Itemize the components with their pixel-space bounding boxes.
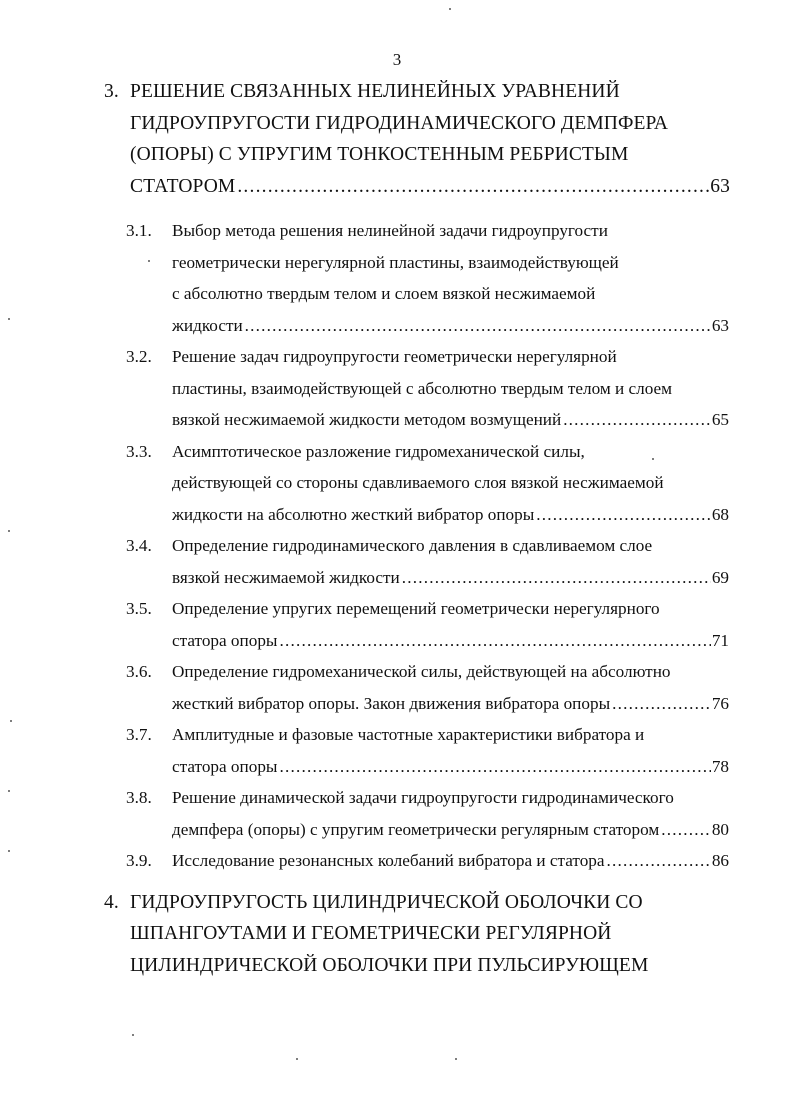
section-title-line: Исследование резонансных колебаний вибратора и статора: [172, 851, 605, 870]
section-title-line: жидкости: [172, 315, 243, 335]
page-number: 3: [392, 50, 402, 69]
toc-section-3-6: [0, 656, 729, 719]
section-title-line: Асимптотическое разложение гидромеханической силы,: [172, 441, 585, 461]
chapter-title-line: (ОПОРЫ) С УПРУГИМ ТОНКОСТЕННЫМ РЕБРИСТЫМ: [130, 144, 629, 165]
page-ref: 68: [711, 504, 729, 524]
section-number: 3.4.: [126, 536, 152, 555]
section-title-line: статора опоры: [172, 630, 278, 650]
section-title-line: жидкости на абсолютно жесткий вибратор опоры: [172, 504, 535, 524]
scan-speck: [455, 1058, 457, 1060]
toc-section-3-7: [0, 719, 729, 782]
toc-section-3-5: [0, 593, 729, 656]
chapter-title-line: РЕШЕНИЕ СВЯЗАННЫХ НЕЛИНЕЙНЫХ УРАВНЕНИЙ: [130, 81, 620, 102]
dot-leader: [279, 625, 710, 657]
dot-leader: [402, 562, 711, 594]
toc-chapter-4: [0, 887, 730, 982]
page-ref: 69: [711, 567, 729, 587]
section-title-last-line: [172, 499, 729, 531]
section-title-last-line: [172, 404, 729, 436]
section-number: 3.9.: [126, 851, 152, 870]
dot-leader: [245, 310, 711, 342]
section-number: 3.1.: [126, 221, 152, 240]
scan-speck: [8, 318, 10, 320]
toc-section-3-8: [0, 782, 729, 845]
section-title-line: геометрически нерегулярной пластины, взаимодействующей: [172, 252, 619, 272]
dot-leader: [607, 845, 711, 877]
section-title-line: статора опоры: [172, 756, 278, 776]
toc-chapter-3: [0, 76, 730, 202]
section-title-line: действующей со стороны сдавливаемого слоя вязкой несжимаемой: [172, 473, 664, 492]
section-title-line: Амплитудные и фазовые частотные характеристики вибратора и: [172, 725, 645, 744]
dot-leader: [612, 688, 711, 720]
toc-section-3-2: [0, 341, 729, 436]
section-number: 3.7.: [126, 725, 152, 744]
toc-section-3-1: [0, 215, 729, 341]
page-ref: 78: [711, 756, 729, 776]
chapter-number: 3.: [104, 81, 119, 102]
dot-leader: [536, 499, 711, 531]
page-ref: 63: [711, 315, 729, 335]
section-title-line: с абсолютно твердым телом и слоем вязкой несжимаемой: [172, 284, 596, 303]
section-title-last-line: [172, 625, 729, 657]
chapter-title-line: ГИДРОУПРУГОСТЬ ЦИЛИНДРИЧЕСКОЙ ОБОЛОЧКИ СО: [130, 891, 643, 913]
scan-speck: [132, 1034, 134, 1036]
section-title-line: Определение гидродинамического давления в сдавливаемом слое: [172, 536, 653, 555]
section-number: 3.3.: [126, 441, 152, 461]
section-title-line: Определение упругих перемещений геометрически нерегулярного: [172, 599, 660, 618]
section-title-last-line: [172, 845, 729, 877]
section-title-last-line: [172, 310, 729, 342]
scan-speck: [8, 530, 10, 532]
scan-speck: [8, 790, 10, 792]
section-title-last-line: [172, 688, 729, 720]
scan-speck: [8, 850, 10, 852]
section-title-line: Решение динамической задачи гидроупругости гидродинамического: [172, 788, 674, 807]
section-title-line: Определение гидромеханической силы, действующей на абсолютно: [172, 662, 671, 681]
toc-section-3-4: [0, 530, 729, 593]
scan-speck: [148, 260, 150, 262]
chapter-number: 4.: [104, 891, 119, 913]
page-ref: 76: [711, 693, 729, 713]
page-ref: 86: [711, 851, 729, 870]
page-ref: 63: [710, 175, 730, 197]
page-ref: 65: [711, 410, 729, 429]
toc-section-3-9: [0, 845, 729, 877]
dot-leader: [237, 171, 709, 203]
section-title-line: Выбор метода решения нелинейной задачи гидроупругости: [172, 221, 608, 240]
chapter-title-line: ШПАНГОУТАМИ И ГЕОМЕТРИЧЕСКИ РЕГУЛЯРНОЙ: [130, 923, 612, 944]
section-number: 3.2.: [126, 347, 152, 366]
section-title-line: жесткий вибратор опоры. Закон движения вибратора опоры: [172, 693, 611, 713]
table-of-contents: [0, 76, 794, 981]
section-title-line: вязкой несжимаемой жидкости: [172, 567, 400, 587]
section-title-last-line: [172, 814, 729, 846]
section-title-line: вязкой несжимаемой жидкости методом возмущений: [172, 410, 562, 429]
section-title-last-line: [172, 751, 729, 783]
page-ref: 80: [711, 819, 729, 839]
section-title-line: демпфера (опоры) с упругим геометрически регулярным статором: [172, 819, 660, 839]
toc-section-3-3: [0, 436, 729, 531]
section-number: 3.5.: [126, 599, 152, 618]
page-ref: 71: [711, 630, 729, 650]
section-number: 3.6.: [126, 662, 152, 681]
dot-leader: [279, 751, 710, 783]
scan-speck: [296, 1058, 298, 1060]
scan-speck: [10, 720, 12, 722]
dot-leader: [563, 404, 711, 436]
chapter-title-line: СТАТОРОМ: [130, 175, 236, 197]
section-number: 3.8.: [126, 788, 152, 807]
chapter-title-line: ГИДРОУПРУГОСТИ ГИДРОДИНАМИЧЕСКОГО ДЕМПФЕРА: [130, 112, 669, 134]
section-title-last-line: [172, 562, 729, 594]
scan-speck: [652, 458, 654, 460]
chapter-title-last-line: [130, 171, 730, 203]
chapter-title-line: ЦИЛИНДРИЧЕСКОЙ ОБОЛОЧКИ ПРИ ПУЛЬСИРУЮЩЕМ: [130, 954, 649, 976]
dot-leader: [661, 814, 711, 846]
section-title-line: Решение задач гидроупругости геометрически нерегулярной: [172, 347, 617, 366]
scan-speck: [449, 8, 451, 10]
section-title-line: пластины, взаимодействующей с абсолютно твердым телом и слоем: [172, 378, 673, 398]
